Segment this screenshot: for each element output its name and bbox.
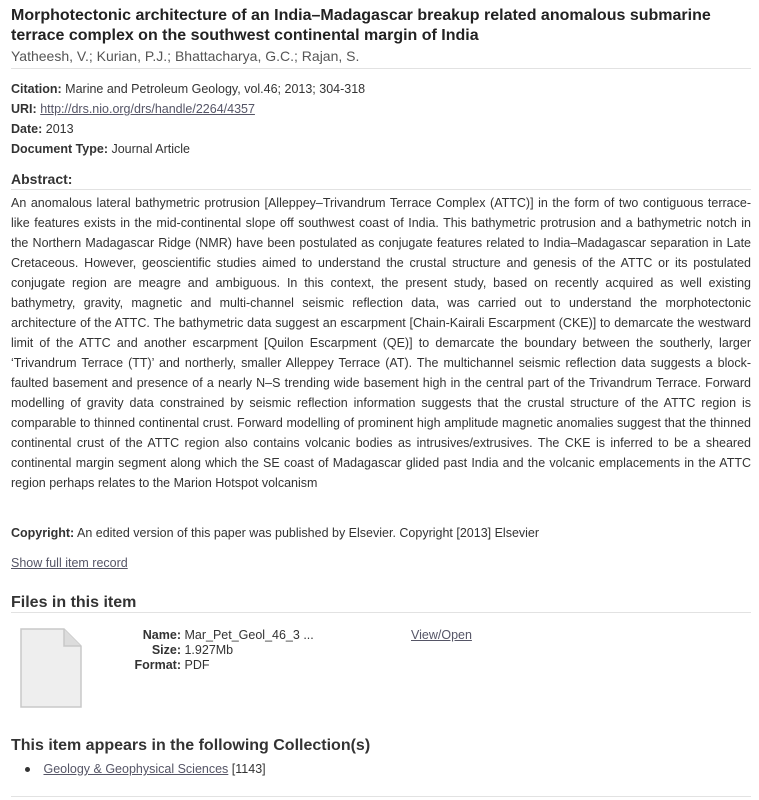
abstract-text: An anomalous lateral bathymetric protrusion [Alleppey–Trivandrum Terrace Complex (ATTC)] in the form of two contiguous terrace-like features exists in the mid-continental slope off southwest coast of India. This bathymetric protrusion and a bathymetric notch in the Northern Madagascar Ridge (NMR) have been postulated as conjugate features related to India–Madagascar separation in Late Cretaceous. However, geoscientific studies aimed to understand the crustal structure and genesis of the ATTC or its postulated conjugate region are meagre and ambiguous. In this context, the present study, based on recently acquired as well existing bathymetry, gravity, magnetic and multi-channel seismic reflection data, was carried out to understand the morphotectonic architecture of the ATTC. The bathymetric data suggest an escarpment [Chain-Kairali Escarpment (CKE)] to demarcate the westward limit of the ATTC and another escarpment [Quilon Escarpment (QE)] to demarcate the boundary between the southerly, larger ‘Trivandrum Terrace (TT)’ and northerly, smaller Alleppey Terrace (AT). The multichannel seismic reflection data suggests a block-faulted basement and presence of a nearly N–S trending wide basement high in the central part of the Trivandrum Terrace. Forward modelling of gravity data constrained by seismic reflection information suggests that the crustal structure of the ATTC region is comparable to thinned continental crust. Forward modelling of prominent high amplitude magnetic anomalies suggest that the thinned continental crust of the ATTC region also contains volcanic bodies as intrusives/extrusives. The CKE is inferred to be a sheared continental margin segment along which the SE coast of Madagascar glided past India and the volcanic emplacements in the ATTC region perhaps relates to the Marion Hotspot volcanism xyxy=(11,196,751,490)
item-title: Morphotectonic architecture of an India–Madagascar breakup related anomalous submarine terrace complex on the southwest continental margin of India xyxy=(11,7,711,44)
collection-count: [1143] xyxy=(231,762,266,776)
document-type-value: Journal Article xyxy=(111,142,190,156)
collections-list xyxy=(25,760,266,778)
list-item xyxy=(25,760,266,778)
uri-row xyxy=(11,101,255,117)
divider xyxy=(11,189,751,190)
uri-link[interactable]: http://drs.nio.org/drs/handle/2264/4357 xyxy=(40,102,255,116)
file-format-value: PDF xyxy=(184,658,210,672)
document-type-row xyxy=(11,141,190,157)
date-label: Date: xyxy=(11,122,43,136)
divider xyxy=(11,612,751,613)
abstract-heading: Abstract: xyxy=(11,171,73,187)
item-authors: Yatheesh, V.; Kurian, P.J.; Bhattacharya, G.C.; Rajan, S. xyxy=(11,48,360,64)
file-name-row xyxy=(121,628,314,643)
file-icon[interactable] xyxy=(20,628,82,708)
date-value: 2013 xyxy=(45,122,74,136)
divider xyxy=(11,68,751,69)
citation-value: Marine and Petroleum Geology, vol.46; 2013; 304-318 xyxy=(65,82,366,96)
files-heading: Files in this item xyxy=(11,594,137,611)
copyright-label: Copyright: xyxy=(11,526,75,540)
file-size-row xyxy=(121,643,233,658)
view-open-row xyxy=(411,628,472,643)
citation-row xyxy=(11,81,365,97)
date-row xyxy=(11,121,74,137)
citation-label: Citation: xyxy=(11,82,62,96)
copyright-row xyxy=(11,525,539,541)
document-type-label: Document Type: xyxy=(11,142,108,156)
file-size-label: Size: xyxy=(151,643,181,657)
show-full-record-link[interactable]: Show full item record xyxy=(11,556,128,570)
divider xyxy=(11,796,751,797)
file-format-row xyxy=(121,658,209,673)
file-format-label: Format: xyxy=(134,658,181,672)
show-full-record-row xyxy=(11,555,128,571)
file-name-label: Name: xyxy=(142,628,181,642)
collection-link[interactable]: Geology & Geophysical Sciences xyxy=(43,762,229,776)
collections-heading: This item appears in the following Collection(s) xyxy=(11,737,371,754)
file-size-value: 1.927Mb xyxy=(184,643,234,657)
uri-label: URI: xyxy=(11,102,37,116)
copyright-value: An edited version of this paper was published by Elsevier. Copyright [2013] Elsevier xyxy=(76,526,540,540)
file-name-value: Mar_Pet_Geol_46_3 ... xyxy=(184,628,314,642)
bullet-icon xyxy=(25,767,30,772)
view-open-link[interactable]: View/Open xyxy=(411,628,472,642)
